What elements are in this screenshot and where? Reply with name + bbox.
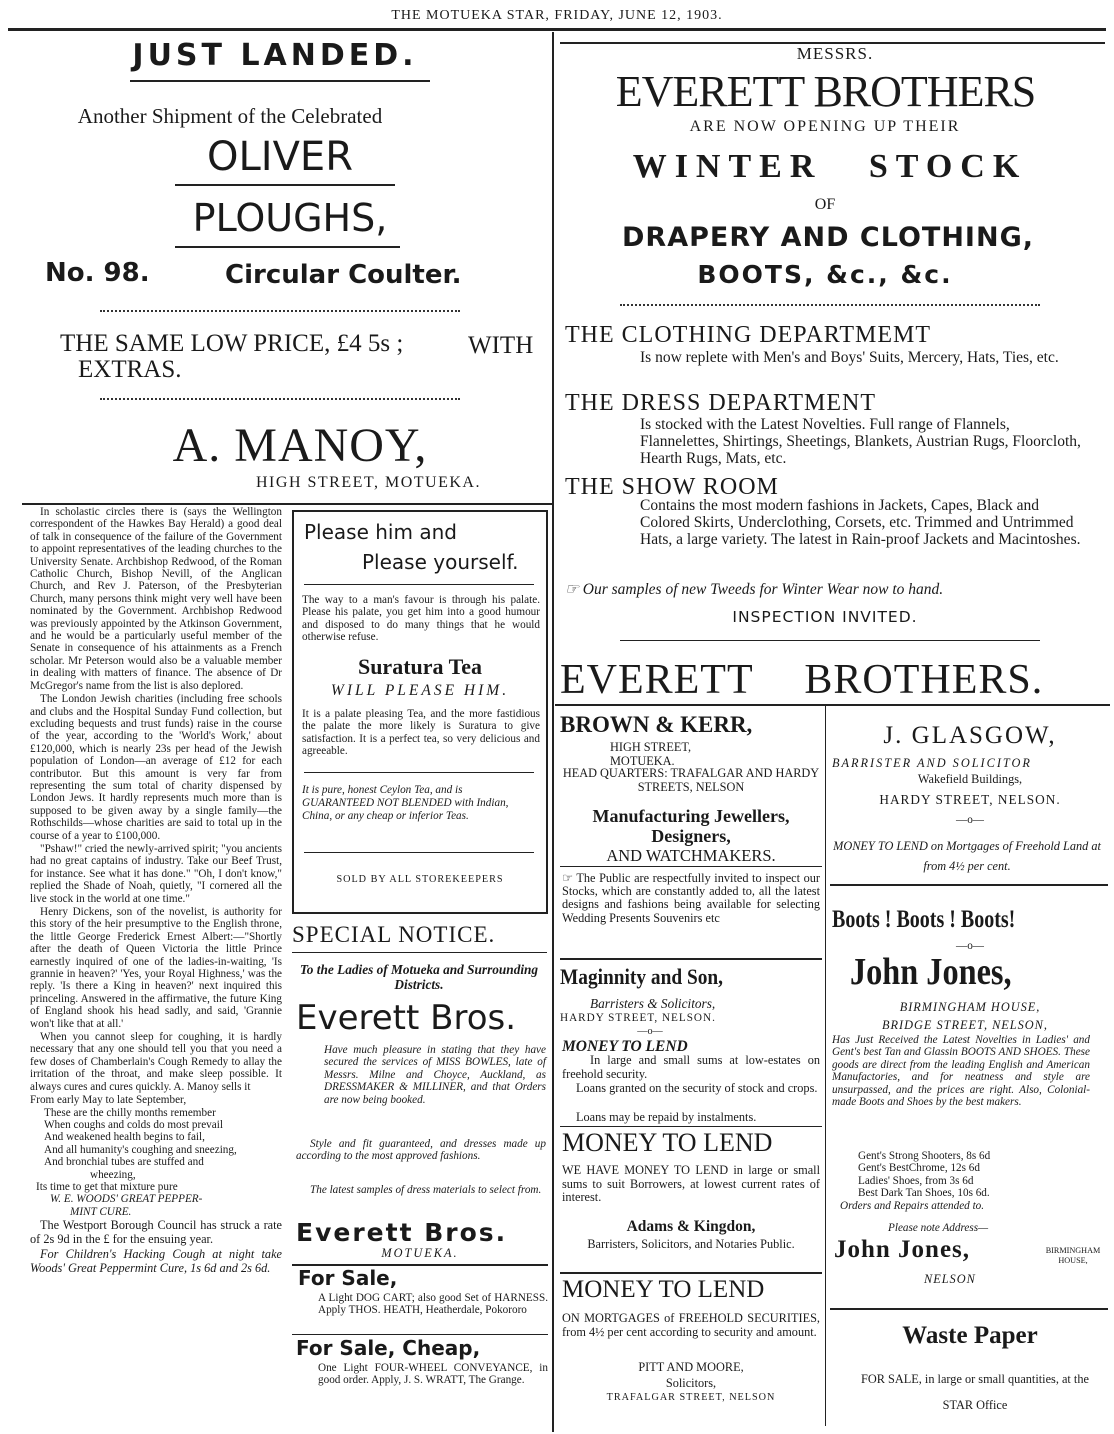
boots-headline: Boots ! Boots ! Boots! bbox=[832, 906, 1016, 933]
boots-etc: BOOTS, &c., &c. bbox=[697, 260, 953, 289]
brand-ploughs: PLOUGHS, bbox=[192, 196, 388, 240]
special-text-3: The latest samples of dress materials to select from. bbox=[310, 1184, 542, 1196]
john-jones-name: John Jones, bbox=[850, 951, 1012, 993]
special-motueka: MOTUEKA. bbox=[381, 1246, 459, 1260]
waste-paper-text: FOR SALE, in large or small quantities, at the STAR Office bbox=[861, 1372, 1089, 1412]
show-room-title: THE SHOW ROOM bbox=[565, 474, 779, 500]
poem-line: From early May to late September, bbox=[30, 1094, 187, 1107]
poem-line: And all humanity's coughing and sneezing, bbox=[44, 1143, 237, 1156]
special-text-1: Have much pleasure in stating that they have secured the services of MISS BOWLES, late of Messrs. Milne and Choyce, Auckland, as DRESSMAKER & MILLINER, and that Orders are now being booked. bbox=[324, 1044, 546, 1106]
model-number: No. 98. bbox=[45, 258, 150, 288]
tea-ad-box bbox=[292, 510, 548, 914]
waste-paper-title: Waste Paper bbox=[902, 1322, 1038, 1349]
john-jones-name-2: John Jones, bbox=[834, 1236, 971, 1263]
opening-line: ARE NOW OPENING UP THEIR bbox=[689, 118, 961, 135]
glasgow-role: BARRISTER AND SOLICITOR bbox=[832, 756, 1032, 770]
winter-stock: WINTER STOCK bbox=[632, 148, 1028, 185]
everett-brothers-title: EVERETT BROTHERS bbox=[615, 67, 1036, 116]
maginnity-name: Maginnity and Son, bbox=[560, 964, 724, 989]
glasgow-street: HARDY STREET, NELSON. bbox=[879, 792, 1061, 807]
maginnity-money-title: MONEY TO LEND bbox=[562, 1038, 688, 1055]
clothing-dept-text: Is now replete with Men's and Boys' Suits, Mercery, Hats, Ties, etc. bbox=[640, 349, 1059, 366]
tea-title-2: Please yourself. bbox=[362, 550, 519, 574]
maginnity-text-1: In large and small sums at low-estates on freehold security. bbox=[562, 1053, 820, 1081]
circular-coulter: Circular Coulter. bbox=[225, 260, 462, 290]
tweeds-note: ☞ Our samples of new Tweeds for Winter Wear now to hand. bbox=[565, 581, 944, 598]
brown-kerr-trade-3: AND WATCHMAKERS. bbox=[606, 846, 776, 865]
poem-line: wheezing, bbox=[90, 1168, 136, 1181]
price-line: Best Dark Tan Shoes, 10s 6d. bbox=[858, 1187, 990, 1200]
tea-pure: It is pure, honest Ceylon Tea, and is GUARANTEED NOT BLENDED with Indian, China, or any cheap or inferior Teas. bbox=[302, 784, 509, 822]
adams-text: WE HAVE MONEY TO LEND in large or small sums to suit Borrowers, at lowest current rates of interest. bbox=[562, 1163, 820, 1204]
messrs: MESSRS. bbox=[796, 44, 874, 63]
poem-line: W. E. WOODS' GREAT PEPPER- bbox=[50, 1193, 203, 1206]
price-line: THE SAME LOW PRICE, £4 5s ; bbox=[60, 330, 404, 357]
pitt-money-title: MONEY TO LEND bbox=[562, 1276, 765, 1303]
special-notice-to: To the Ladies of Motueka and Surrounding Districts. bbox=[299, 962, 539, 992]
glasgow-buildings: Wakefield Buildings, bbox=[917, 772, 1023, 786]
jones-nelson: NELSON bbox=[924, 1272, 976, 1286]
glasgow-money: MONEY TO LEND on Mortgages of Freehold Land at from 4½ per cent. bbox=[833, 839, 1101, 873]
brown-kerr-text: ☞ The Public are respectfully invited to inspect our Stocks, which are constantly added to, all the latest designs and fashions being available for selecting Wedding Presents Souvenirs etc bbox=[562, 871, 820, 925]
manoy-address: HIGH STREET, MOTUEKA. bbox=[256, 474, 481, 491]
drapery-clothing: DRAPERY AND CLOTHING, bbox=[622, 222, 1034, 253]
pitt-name: PITT AND MOORE, bbox=[638, 1360, 744, 1374]
for-sale-text: A Light DOG CART; also good Set of HARNESS. Apply THOS. HEATH, Heatherdale, Pokororo bbox=[318, 1292, 548, 1317]
poem-line: Its time to get that mixture pure bbox=[36, 1180, 178, 1193]
poem-line: MINT CURE. bbox=[70, 1205, 132, 1218]
price-extras: EXTRAS. bbox=[78, 356, 182, 383]
for-sale-cheap-title: For Sale, Cheap, bbox=[296, 1336, 481, 1360]
inspection-invited: INSPECTION INVITED. bbox=[732, 608, 918, 626]
brown-kerr-addr1: HIGH STREET, bbox=[610, 740, 692, 754]
adams-role: Barristers, Solicitors, and Notaries Public. bbox=[587, 1237, 795, 1251]
westport-note: The Westport Borough Council has struck a rate of 2s 9d in the £ for the ensuing year. bbox=[30, 1218, 282, 1247]
price-with: WITH bbox=[468, 332, 534, 359]
price-line: Gent's BestChrome, 12s 6d bbox=[858, 1162, 980, 1175]
price-line: Gent's Strong Shooters, 8s 6d bbox=[858, 1150, 991, 1162]
pitt-address: TRAFALGAR STREET, NELSON bbox=[606, 1392, 776, 1403]
brown-kerr-trade-2: Designers, bbox=[651, 826, 731, 846]
adams-money-title: MONEY TO LEND bbox=[562, 1128, 773, 1157]
poem-line: When coughs and colds do most prevail bbox=[44, 1118, 223, 1131]
maginnity-text-3: Loans may be repaid by instalments. bbox=[576, 1110, 757, 1124]
article-paragraph: When you cannot sleep for coughing, it is hardly necessary that any one should tell you that you need a few doses of Chamberlain's Cough Remedy to allay the irritation of the throat, and make sleep possible. It always cures and cures quickly. A. Manoy sells it bbox=[30, 1031, 282, 1093]
poem-line: And weakened health begins to fail, bbox=[44, 1131, 205, 1144]
special-everett-name-2: Everett Bros. bbox=[296, 1218, 508, 1247]
glasgow-sep: —o— bbox=[956, 814, 984, 826]
jones-sep: —o— bbox=[956, 940, 984, 952]
everett-brothers-footer: EVERETT BROTHERS. bbox=[560, 657, 1044, 703]
brand-oliver: OLIVER bbox=[207, 134, 353, 180]
tea-title-1: Please him and bbox=[304, 520, 457, 544]
glasgow-name: J. GLASGOW, bbox=[883, 722, 1057, 749]
of-line: OF bbox=[814, 196, 836, 213]
jones-note: Please note Address— bbox=[888, 1222, 989, 1234]
shipment-subhead: Another Shipment of the Celebrated bbox=[77, 104, 383, 128]
article-paragraph: The London Jewish charities (including free schools and clubs and the Hospital Sunday Fund collection, but excluding bequests and trust funds) raise in the course of the year, according to the 'World's Work,' about £120,000, which is nearly 23s per head of the Jewish population of London—an average of £12 for each contributor. But this amount is very far from representing the sum total of charity dispensed by London Jews. It hardly represents much more than is supposed to be given away by a single family—the Rothschilds—whose charities are said to total up in the course of a year to £100,000. bbox=[30, 693, 282, 842]
jones-orders: Orders and Repairs attended to. bbox=[840, 1200, 985, 1212]
special-everett-name: Everett Bros. bbox=[296, 998, 517, 1038]
tea-body: It is a palate pleasing Tea, and the more fastidious the palate the more likely is Suratura to give satisfaction. It is a perfect tea, so very delicious and agreeable. bbox=[302, 708, 540, 758]
special-notice-title: SPECIAL NOTICE. bbox=[292, 922, 496, 947]
poem-line: These are the chilly months remember bbox=[44, 1106, 216, 1119]
for-sale-cheap-text: One Light FOUR-WHEEL CONVEYANCE, in good order. Apply, J. S. WRATT, The Grange. bbox=[318, 1362, 548, 1387]
clothing-dept-title: THE CLOTHING DEPARTMEMT bbox=[565, 322, 931, 348]
brown-kerr-name: BROWN & KERR, bbox=[560, 712, 753, 737]
brown-kerr-addr2: MOTUEKA. bbox=[610, 754, 675, 768]
brown-kerr-trade-1: Manufacturing Jewellers, bbox=[592, 806, 790, 826]
just-landed-headline: JUST LANDED. bbox=[132, 38, 418, 73]
dress-dept-text: Is stocked with the Latest Novelties. Full range of Flannels, Flannelettes, Shirtings, Sheetings, Blankets, Austrian Rugs, Floorcloth, Hearth Rugs, Mats, etc. bbox=[640, 416, 1081, 467]
jones-house-2: BIRMINGHAM HOUSE, bbox=[1045, 1246, 1101, 1265]
show-room-text: Contains the most modern fashions in Jackets, Capes, Black and Colored Skirts, Underclothing, Corsets, etc. Trimmed and Untrimmed Hats, a large variety. The latest in Rain-proof Jackets and Macintoshes. bbox=[640, 497, 1081, 548]
for-sale-title: For Sale, bbox=[298, 1266, 398, 1290]
poem-line: And bronchial tubes are stuffed and bbox=[44, 1156, 204, 1169]
brown-kerr-hq: HEAD QUARTERS: TRAFALGAR AND HARDY STREETS, NELSON bbox=[562, 766, 820, 794]
jones-prices bbox=[858, 1150, 1098, 1200]
article-paragraph: In scholastic circles there is (says the Wellington correspondent of the Hawkes Bay Herald) a good deal of talk in consequence of the failure of the Government to appoint representatives of the leading churches to the University Senate. Archbishop Redwood, of the Roman Catholic Church, Bishop Nevill, of the Anglican Church, and Rev J. Paterson, of the Presbyterian Church, many persons think might very well have been nominated by the Government. Archbishop Redwood was previously appointed by the Atkinson Government, and he would be a particularly useful member of the Senate in consequence of his attainments as a French scholar. Mr Peterson would also be a valuable member in dealing with matters of finance. The absence of Dr McGregor's name from the list is also deplored. bbox=[30, 506, 282, 692]
pitt-text: ON MORTGAGES of FREEHOLD SECURITIES, from 4½ per cent according to security and amount. bbox=[562, 1311, 820, 1339]
jones-text: Has Just Received the Latest Novelties in Ladies' and Gent's best Tan and Glassin BOOTS AND SHOES. These goods are direct from the leading English and American Manufactories, and for neatness and style are unsurpassed, and the prices are right. Also, Colonial-made Boots and Shoes by the best makers. bbox=[832, 1034, 1090, 1109]
adams-name: Adams & Kingdon, bbox=[626, 1218, 756, 1235]
maginnity-role: Barristers & Solicitors, bbox=[590, 996, 716, 1011]
article-column bbox=[30, 506, 282, 1276]
pitt-role: Solicitors, bbox=[665, 1376, 717, 1390]
jones-street: BRIDGE STREET, NELSON, bbox=[882, 1018, 1048, 1032]
childrens-cough-note: For Children's Hacking Cough at night take Woods' Great Peppermint Cure, 1s 6d and 2s 6d. bbox=[30, 1247, 282, 1276]
tea-sold-by: SOLD BY ALL STOREKEEPERS bbox=[336, 874, 504, 885]
article-paragraph: "Pshaw!" cried the newly-arrived spirit; "you ancients had no great captains of industry. Take our Beef Trust, for instance. See what it has done." "Oh, I don't know," replied the Shade of Noah, quietly, "I cornered all the live stock in the world at one time." bbox=[30, 842, 282, 905]
maginnity-sep: —o— bbox=[637, 1026, 663, 1037]
price-line: Ladies' Shoes, from 3s 6d bbox=[858, 1174, 974, 1187]
maginnity-text-2: Loans granted on the security of stock and crops. bbox=[576, 1081, 818, 1095]
article-paragraph: Henry Dickens, son of the novelist, is authority for this story of the heir presumptive to the English throne, the little George Frederick Ernest Albert:—"Shortly after the death of Queen Victoria the little Prince earnestly inquired of one of the ladies-in-waiting, 'Is grannie in heaven?' 'Yes, your Royal Highness,' was the reply. 'Is there a King in heaven?' next inquired this princeling. Answered in the affirmative, the future King of England shook his head sadly, and said, 'Grannie won't like that at all.' bbox=[30, 906, 282, 1030]
page-header: THE MOTUEKA STAR, FRIDAY, JUNE 12, 1903. bbox=[391, 8, 723, 23]
manoy-name: A. MANOY, bbox=[172, 419, 428, 472]
tea-intro: The way to a man's favour is through his palate. Please his palate, you get him into a good humour and disposed to do many things that he would otherwise refuse. bbox=[302, 594, 540, 644]
special-text-2: Style and fit guaranteed, and dresses made up according to the most approved fashions. bbox=[296, 1138, 546, 1163]
tea-tagline: WILL PLEASE HIM. bbox=[330, 682, 510, 699]
jones-house: BIRMINGHAM HOUSE, bbox=[899, 1000, 1041, 1014]
dress-dept-title: THE DRESS DEPARTMENT bbox=[565, 390, 877, 416]
maginnity-address: HARDY STREET, NELSON. bbox=[560, 1012, 716, 1024]
tea-brand: Suratura Tea bbox=[357, 654, 483, 679]
